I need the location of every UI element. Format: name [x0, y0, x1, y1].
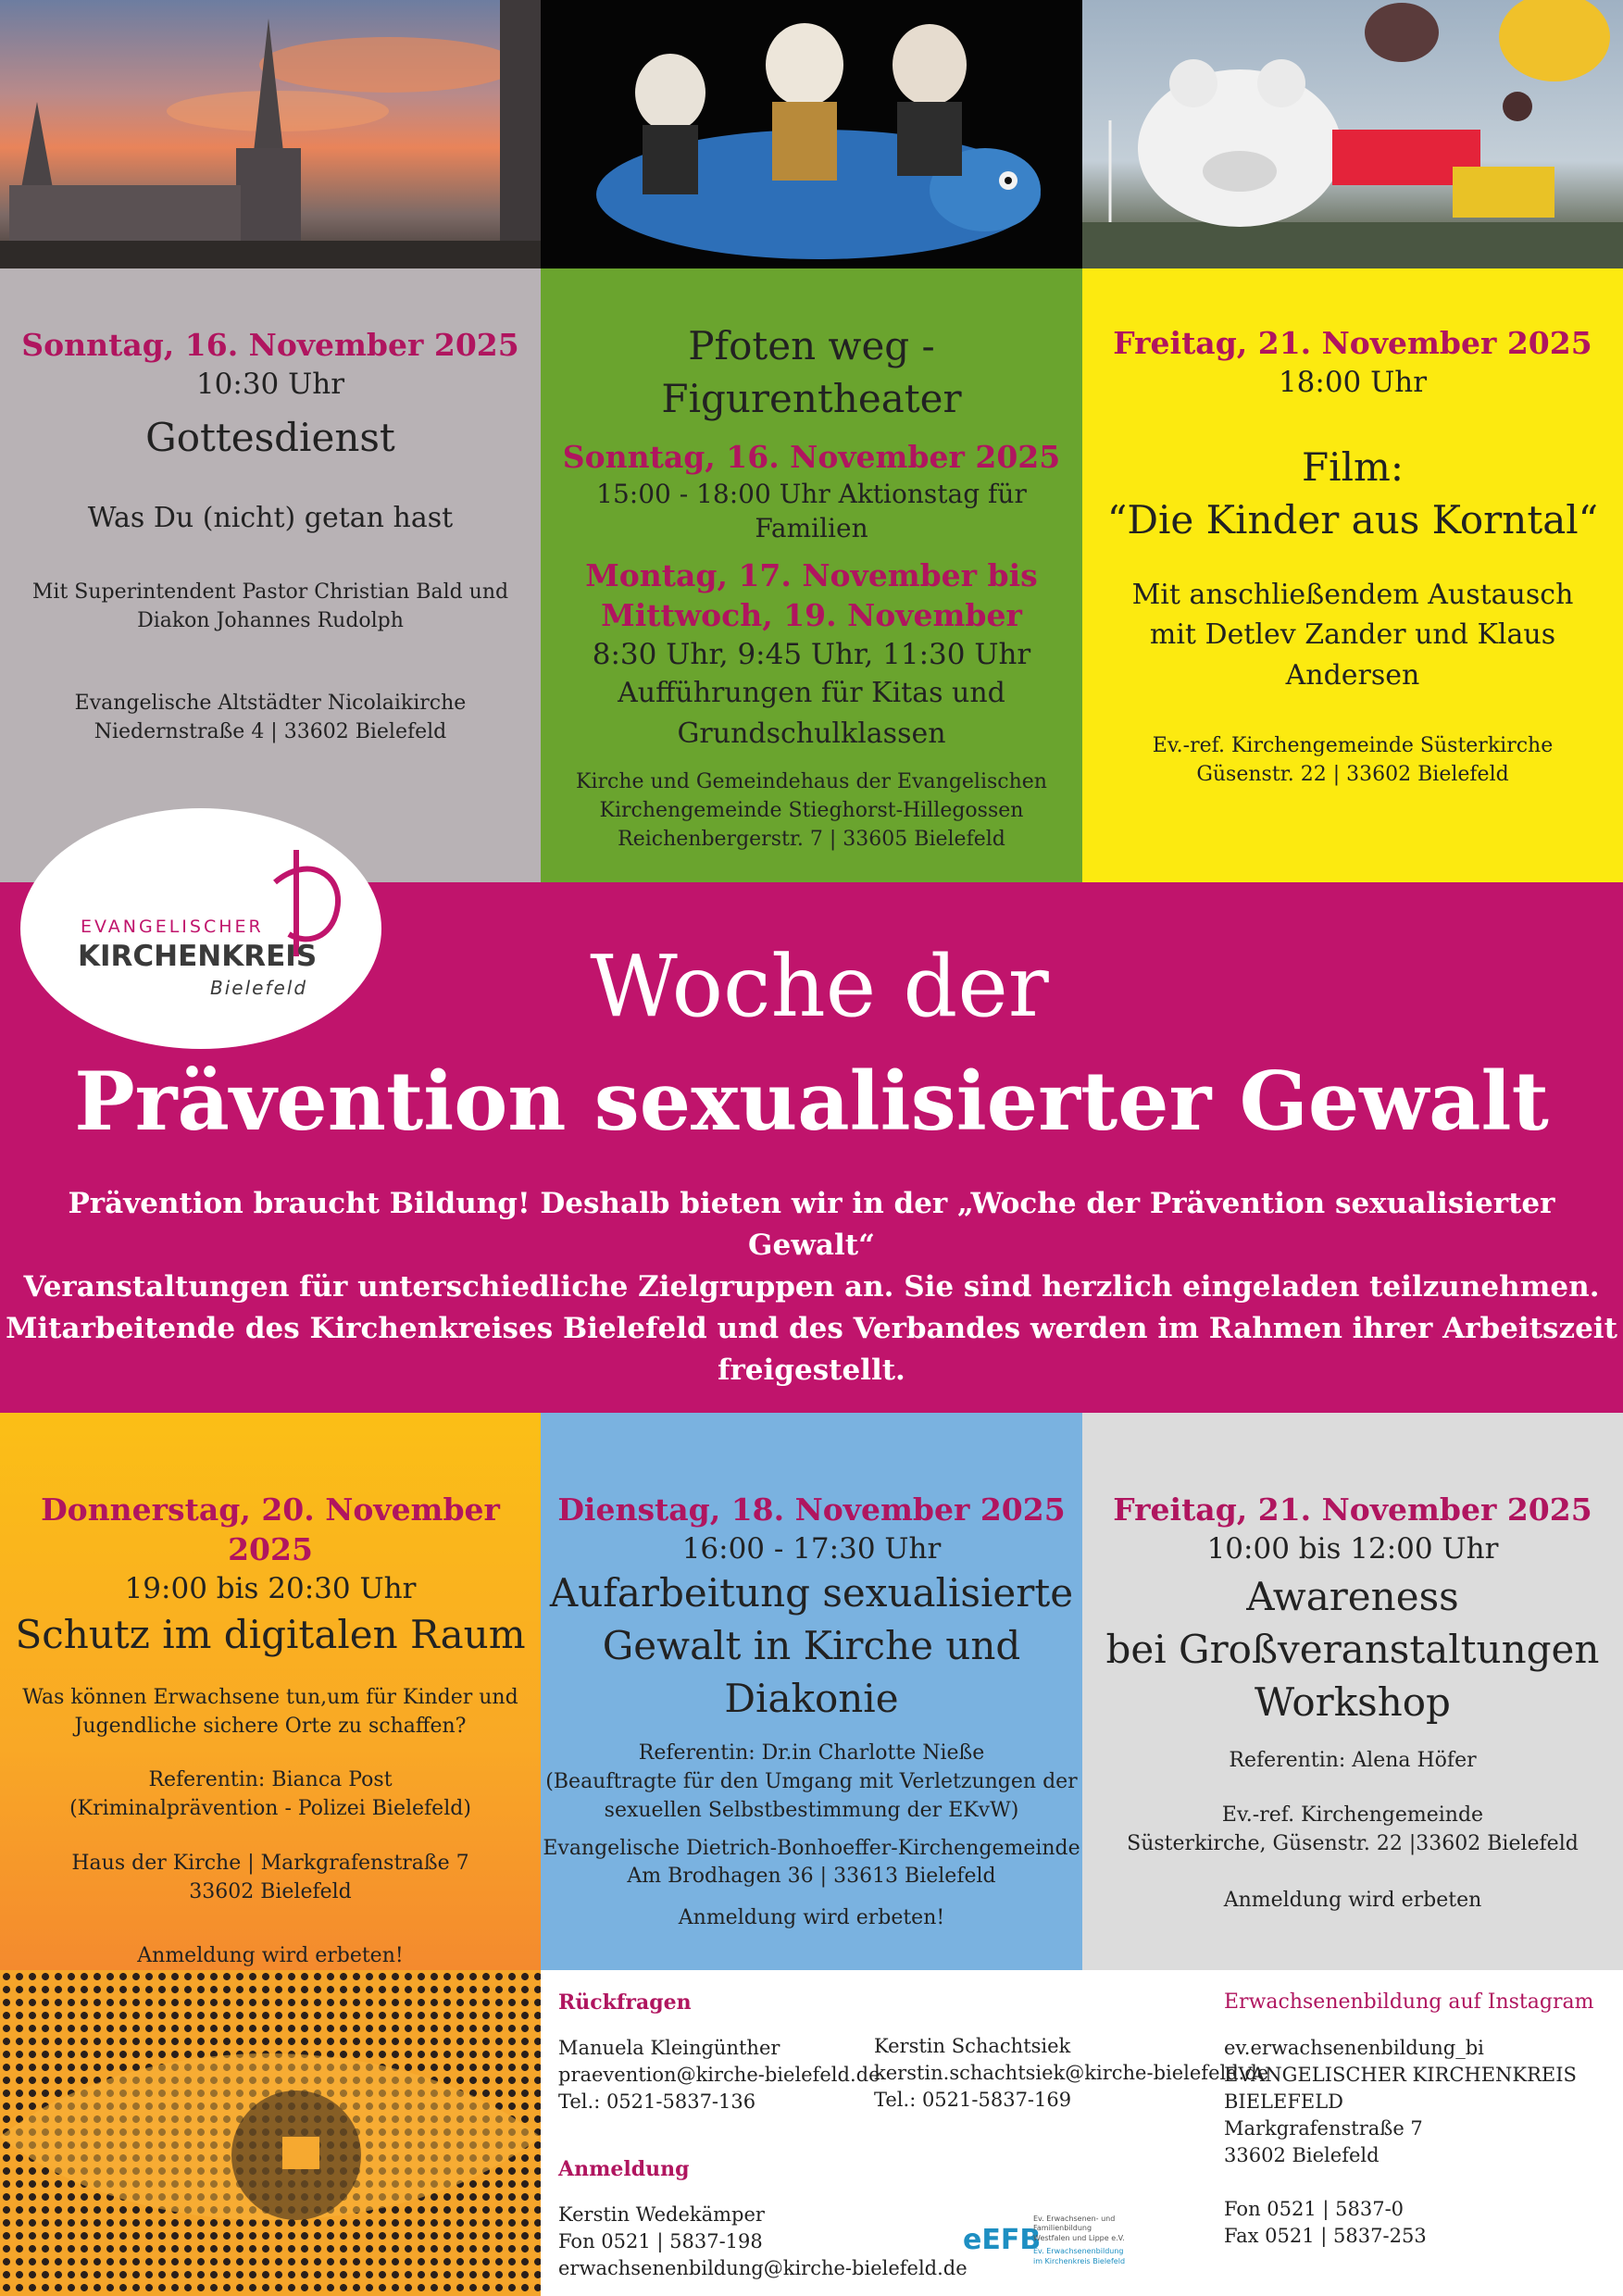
event-venue-line: Haus der Kirche | Markgrafenstraße 7 — [71, 1851, 469, 1875]
event-date: Montag, 17. November bis — [585, 557, 1038, 594]
event-title: Diakonie — [724, 1675, 899, 1721]
event-speaker-line: Referentin: Bianca Post — [148, 1768, 393, 1792]
contact-email[interactable]: kerstin.schachtsiek@kirche-bielefeld.de — [874, 2061, 1269, 2084]
event-title: Pfoten weg - Figurentheater — [661, 323, 962, 421]
event-question-line: Was können Erwachsene tun,um für Kinder und — [22, 1685, 518, 1709]
banner-heading-1: Woche der — [590, 937, 1049, 1036]
event-time: 10:30 Uhr — [195, 367, 345, 401]
event-speaker-line: Referentin: Alena Höfer — [1229, 1749, 1477, 1773]
event-speaker-line: Referentin: Dr.in Charlotte Nieße — [638, 1741, 985, 1766]
event-title: Gottesdienst — [145, 415, 395, 461]
event-venue-line: Reichenbergerstr. 7 | 33605 Bielefeld — [618, 827, 1005, 851]
eefb-sub-line: Ev. Erwachsenenbildung — [1033, 2247, 1124, 2256]
rueckfragen-heading: Rückfragen — [558, 1990, 692, 2015]
event-date: Donnerstag, 20. November 2025 — [41, 1491, 500, 1567]
teddy-balloon-icon — [1082, 0, 1623, 268]
event-speaker-line: sexuellen Selbstbestimmung der EKvW) — [604, 1798, 1019, 1822]
event-people-line: Mit Superintendent Pastor Christian Bald und — [31, 580, 509, 605]
balloon-photo — [1082, 0, 1623, 268]
event-title: Film: — [1302, 444, 1404, 491]
instagram-handle[interactable]: ev.erwachsenenbildung_bi — [1224, 2037, 1484, 2059]
event-date: Freitag, 21. November 2025 — [1113, 325, 1592, 361]
event-time: 18:00 Uhr — [1278, 365, 1428, 399]
event-date: Dienstag, 18. November 2025 — [557, 1491, 1066, 1528]
event-desc: Mit anschließendem Austausch — [1131, 578, 1574, 611]
address-line: BIELEFELD — [1224, 2090, 1344, 2113]
event-date: Mittwoch, 19. November — [601, 596, 1022, 633]
event-registration-note: Anmeldung wird erbeten! — [137, 1943, 404, 1967]
event-time: 19:00 bis 20:30 Uhr — [124, 1571, 417, 1605]
event-venue-line: Süsterkirche, Güsenstr. 22 |33602 Bielefeld — [1127, 1831, 1579, 1855]
contact-schachtsiek — [874, 2033, 1268, 2114]
eefb-sub — [1033, 2215, 1125, 2266]
event-venue-line: 33602 Bielefeld — [189, 1879, 352, 1903]
address-line: Markgrafenstraße 7 — [1224, 2116, 1423, 2140]
event-desc: Grundschulklassen — [677, 717, 946, 750]
event-desc: mit Detlev Zander und Klaus Andersen — [1149, 618, 1556, 692]
event-subtitle: Was Du (nicht) getan hast — [87, 501, 454, 534]
contact-kleinguenther — [558, 2035, 880, 2115]
banner-heading-2: Prävention sexualisierter Gewalt — [74, 1054, 1549, 1149]
event-gottesdienst — [0, 326, 541, 747]
eefb-logo-text: eEFB — [963, 2224, 1042, 2256]
eye-icon — [0, 1970, 541, 2296]
event-date: Sonntag, 16. November 2025 — [21, 327, 519, 363]
event-time: 15:00 - 18:00 Uhr Aktionstag für Familien — [596, 479, 1027, 543]
event-venue-line: Am Brodhagen 36 | 33613 Bielefeld — [627, 1865, 996, 1889]
contact-line: Tel.: 0521-5837-136 — [558, 2090, 756, 2113]
event-speaker-line: (Kriminalprävention - Polizei Bielefeld) — [69, 1797, 471, 1821]
event-title: Awareness — [1246, 1574, 1459, 1620]
church-silhouette-icon — [0, 0, 541, 268]
eefb-logo — [963, 2213, 1139, 2277]
contact-line: Kerstin Schachtsiek — [874, 2035, 1071, 2057]
event-title: Gewalt in Kirche und — [602, 1622, 1021, 1668]
logo-line-3: Bielefeld — [210, 977, 308, 999]
logo-line-2: KIRCHENKREIS — [78, 940, 318, 973]
contact-line: Manuela Kleingünther — [558, 2037, 780, 2059]
event-venue-line: Evangelische Altstädter Nicolaikirche — [74, 691, 467, 715]
event-registration-note: Anmeldung wird erbeten — [1223, 1888, 1482, 1912]
instagram-block — [1224, 2035, 1577, 2250]
contact-wedekaemper — [558, 2202, 968, 2282]
puppets-on-fish-icon — [541, 0, 1082, 268]
event-film — [1082, 324, 1623, 790]
event-venue-line: Evangelische Dietrich-Bonhoeffer-Kirchengemeinde — [543, 1836, 1080, 1860]
eefb-sub-line: Westfalen und Lippe e.V. — [1033, 2233, 1125, 2242]
event-date: Freitag, 21. November 2025 — [1113, 1491, 1592, 1528]
puppet-theater-photo — [541, 0, 1082, 268]
eefb-sub-line: Familienbildung — [1033, 2224, 1092, 2233]
kirchenkreis-logo — [20, 808, 381, 1049]
event-title: bei Großveranstaltungen — [1105, 1626, 1600, 1672]
event-title: “Die Kinder aus Korntal“ — [1106, 496, 1599, 543]
event-figurentheater — [541, 320, 1082, 855]
event-speaker-line: (Beauftragte für den Umgang mit Verletzungen der — [545, 1770, 1078, 1794]
event-registration-note: Anmeldung wird erbeten! — [678, 1906, 945, 1930]
event-aufarbeitung — [541, 1491, 1082, 1933]
halftone-eye-image — [0, 1970, 541, 2296]
fax-line: Fax 0521 | 5837-253 — [1224, 2224, 1427, 2247]
instagram-heading: Erwachsenenbildung auf Instagram — [1224, 1990, 1594, 2014]
event-people-line: Diakon Johannes Rudolph — [137, 609, 404, 633]
event-schutz — [0, 1491, 541, 1970]
address-line: 33602 Bielefeld — [1224, 2143, 1380, 2166]
event-venue-line: Kirche und Gemeindehaus der Evangelischen — [576, 770, 1047, 794]
event-time: 16:00 - 17:30 Uhr — [681, 1531, 942, 1566]
event-title: Schutz im digitalen Raum — [15, 1612, 526, 1658]
intro-line: Veranstaltungen für unterschiedliche Zielgruppen an. Sie sind herzlich eingeladen teilzunehmen. — [23, 1269, 1600, 1304]
eefb-sub-line: im Kirchenkreis Bielefeld — [1033, 2256, 1126, 2265]
banner-intro — [0, 1183, 1623, 1391]
address-line: EVANGELISCHER KIRCHENKREIS — [1224, 2063, 1577, 2086]
intro-line: Mitarbeitende des Kirchenkreises Bielefeld und des Verbandes werden im Rahmen ihrer Arbeitszeit — [6, 1311, 1617, 1345]
phone-line: Fon 0521 | 5837-0 — [1224, 2197, 1405, 2220]
event-title: Aufarbeitung sexualisierte — [549, 1570, 1074, 1616]
event-time: 10:00 bis 12:00 Uhr — [1206, 1531, 1499, 1566]
event-venue-line: Ev.-ref. Kirchengemeinde Süsterkirche — [1152, 734, 1554, 758]
contact-email[interactable]: praevention@kirche-bielefeld.de — [558, 2063, 880, 2086]
event-question-line: Jugendliche sichere Orte zu schaffen? — [74, 1714, 467, 1738]
intro-line: freigestellt. — [718, 1353, 905, 1387]
contact-line: Fon 0521 | 5837-198 — [558, 2229, 763, 2252]
anmeldung-heading: Anmeldung — [558, 2157, 690, 2181]
contact-email[interactable]: erwachsenenbildung@kirche-bielefeld.de — [558, 2256, 968, 2279]
event-desc: Aufführungen für Kitas und — [618, 677, 1005, 710]
church-photo — [0, 0, 541, 268]
event-time: 8:30 Uhr, 9:45 Uhr, 11:30 Uhr — [592, 637, 1031, 671]
contact-line: Tel.: 0521-5837-169 — [874, 2088, 1072, 2111]
contact-line: Kerstin Wedekämper — [558, 2203, 765, 2226]
logo-line-1: EVANGELISCHER — [81, 917, 264, 937]
intro-line: Prävention braucht Bildung! Deshalb bieten wir in der „Woche der Prävention sexualisierter Gewalt“ — [68, 1187, 1555, 1262]
event-title: Workshop — [1255, 1678, 1451, 1725]
eefb-sub-line: Ev. Erwachsenen- und — [1033, 2215, 1116, 2223]
event-venue-line: Niedernstraße 4 | 33602 Bielefeld — [94, 719, 447, 743]
event-date: Sonntag, 16. November 2025 — [562, 439, 1061, 476]
event-venue-line: Güsenstr. 22 | 33602 Bielefeld — [1196, 762, 1509, 786]
event-awareness — [1082, 1491, 1623, 1915]
event-venue-line: Ev.-ref. Kirchengemeinde — [1221, 1803, 1484, 1828]
event-venue-line: Kirchengemeinde Stieghorst-Hillegossen — [599, 798, 1024, 822]
